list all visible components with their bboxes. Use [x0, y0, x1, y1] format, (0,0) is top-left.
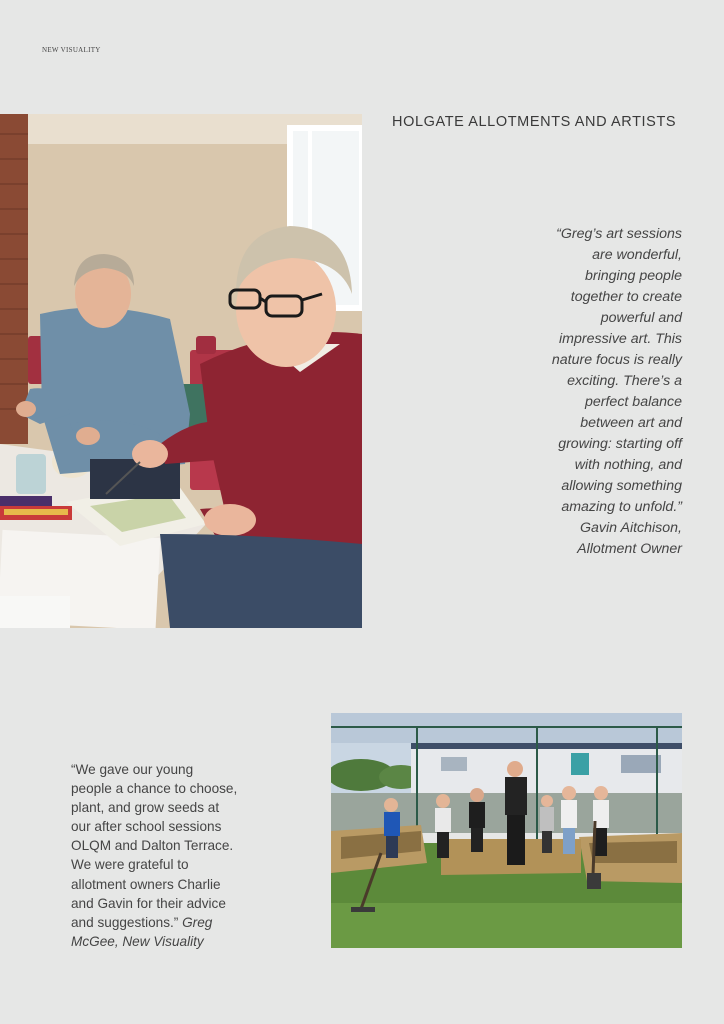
quote-line: people a chance to choose,: [71, 781, 238, 797]
quote-line: nature focus is really: [551, 352, 682, 368]
quote-attribution: Greg: [182, 914, 213, 930]
quote-line: We were grateful to: [71, 857, 189, 873]
allotment-group-photo: [331, 713, 682, 948]
quote-line: perfect balance: [584, 394, 682, 410]
quote-line: with nothing, and: [574, 457, 682, 473]
quote-greg-mcgee: [71, 760, 281, 951]
quote-line: allowing something: [561, 478, 682, 494]
page-title: HOLGATE ALLOTMENTS AND ARTISTS: [392, 114, 677, 130]
quote-line: allotment owners Charlie: [71, 876, 221, 892]
quote-line: “We gave our young: [71, 762, 194, 777]
quote-line: amazing to unfold.”: [561, 499, 682, 515]
quote-line: growing: starting off: [558, 436, 682, 452]
quote-line-text: and suggestions.”: [71, 914, 179, 930]
quote-line: powerful and: [600, 310, 682, 326]
brand-label: NEW VISUALITY: [42, 46, 101, 54]
quote-line: are wonderful,: [592, 247, 682, 263]
quote-line: and Gavin for their advice: [71, 895, 226, 911]
quote-line: our after school sessions: [71, 819, 222, 835]
quote-line: bringing people: [584, 268, 682, 284]
quote-line: “Greg’s art sessions: [556, 226, 682, 242]
quote-attribution-name: Gavin Aitchison,: [580, 520, 682, 536]
quote-line: OLQM and Dalton Terrace.: [71, 838, 234, 854]
quote-attribution-role: Allotment Owner: [577, 541, 682, 557]
art-session-photo: [0, 114, 362, 628]
quote-line: together to create: [570, 289, 682, 305]
quote-line: plant, and grow seeds at: [71, 800, 220, 816]
quote-line: exciting. There’s a: [567, 373, 682, 389]
quote-line: between art and: [580, 415, 682, 431]
quote-attribution: McGee, New Visuality: [71, 933, 204, 949]
quote-line: impressive art. This: [559, 331, 682, 347]
quote-line: [71, 913, 281, 932]
quote-gavin-aitchison: [492, 224, 682, 560]
quote-line: [71, 932, 281, 951]
